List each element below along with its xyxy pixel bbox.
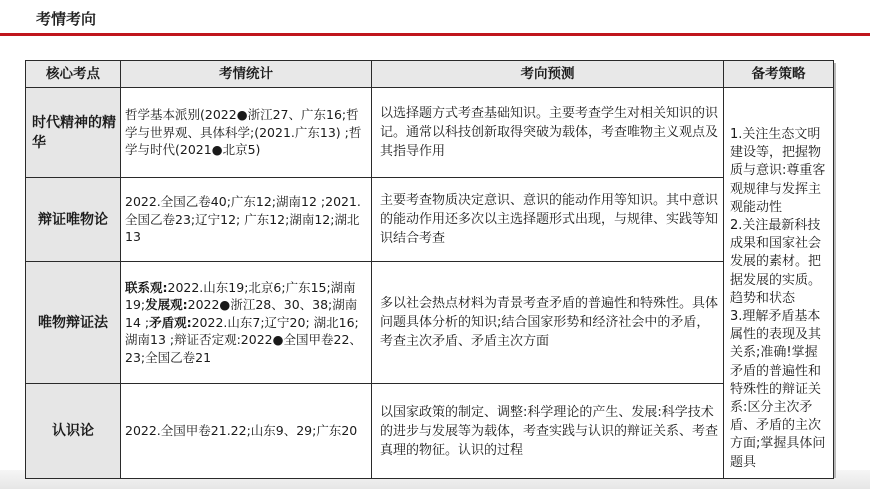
prediction-cell: 主要考查物质决定意识、意识的能动作用等知识。其中意识的能动作用还多次以主选择题形式出现，与规律、实践等知识结合考查 [372, 178, 724, 262]
page-title: 考情考向 [36, 10, 97, 28]
prediction-cell: 多以社会热点材料为青景考查矛盾的普遍性和特殊性。具体问题具体分析的知识;结合国家形势和经济社会中的矛盾，考查主次矛盾、矛盾主次方面 [372, 262, 724, 384]
header-divider [0, 33, 870, 36]
strategy-text: 1.关注生态文明建设等，把握物质与意识:尊重客观规律与发挥主观能动性 2.关注最新科技成果和国家社会发展的素材。把据发展的实质。趋势和状态 3.理解矛盾基本属性的表现及其关系;准确!掌握矛盾的普遍性和特殊性的辩证关系:区分主次矛盾、矛盾的主次方面;掌握具体问题具 [730, 127, 826, 470]
stats-text: 2022.山东19;北京6;广东15;湖南19; [125, 279, 356, 313]
topic-cell: 唯物辩证法 [26, 262, 121, 384]
header-cell-prediction: 考向预测 [372, 61, 724, 88]
topic-cell: 辩证唯物论 [26, 178, 121, 262]
header-cell-topic: 核心考点 [26, 61, 121, 88]
stats-text: 辩证否定观:2022●全国甲卷22、23;全国乙卷21 [125, 332, 362, 365]
stats-label: 联系观: [125, 279, 168, 295]
topic-cell: 时代精神的精华 [26, 88, 121, 178]
stats-cell: 哲学基本派别(2022●浙江27、广东16;哲学与世界观、具体科学;(2021.广东13) ;哲学与时代(2021●北京5) [121, 88, 372, 178]
stats-cell: 2022.全国乙卷40;广东12;湖南12 ;2021.全国乙卷23;辽宁12; 广东12;湖南12;湖北13 [121, 178, 372, 262]
table-header-row [26, 61, 834, 88]
header-cell-strategy: 备考策略 [724, 61, 834, 88]
strategy-cell [724, 88, 834, 479]
topic-cell: 认识论 [26, 384, 121, 479]
exam-analysis-table [25, 60, 833, 475]
header-cell-stats: 考情统计 [121, 61, 372, 88]
table-row [26, 178, 834, 262]
stats-text: 2022●浙江28、30、38;湖南14 ; [125, 297, 358, 330]
table-row [26, 88, 834, 178]
stats-cell [121, 262, 372, 384]
prediction-cell: 以国家政策的制定、调整:科学理论的产生、发展:科学技术的进步与发展等为载体，考查实践与认识的辩证关系、考查真理的物征。认识的过程 [372, 384, 724, 479]
stats-text: 2022.山东7;辽宁20; 湖北16;湖南13 ; [125, 314, 359, 348]
table-row [26, 384, 834, 479]
table-row [26, 262, 834, 384]
stats-cell: 2022.全国甲卷21.22;山东9、29;广东20 [121, 384, 372, 479]
stats-label: 发展观: [145, 297, 188, 313]
prediction-cell: 以选择题方式考查基础知识。主要考查学生对相关知识的识记。通常以科技创新取得突破为载体，考查唯物主义观点及其指导作用 [372, 88, 724, 178]
stats-label: 矛盾观: [149, 314, 192, 330]
